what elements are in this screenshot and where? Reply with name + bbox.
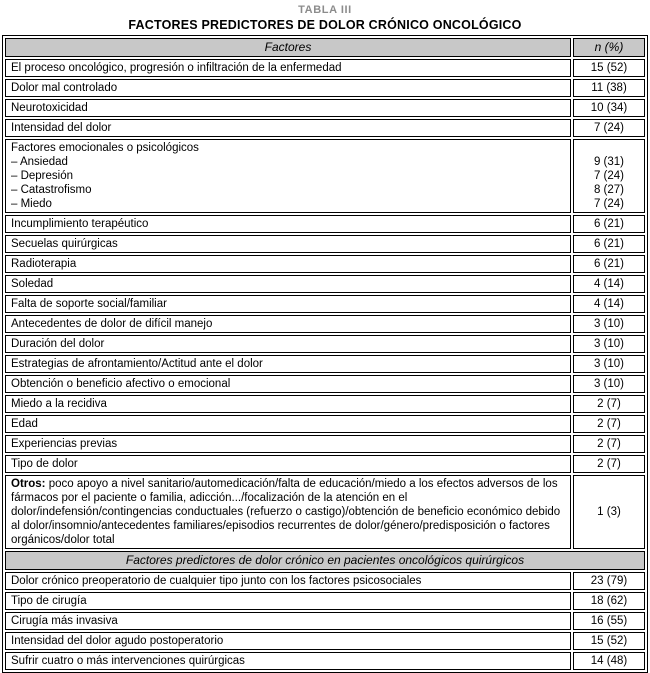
group-item: – Ansiedad xyxy=(11,156,68,168)
factor-cell: Falta de soporte social/familiar xyxy=(5,295,571,313)
factor-cell: Intensidad del dolor agudo postoperatorio xyxy=(5,632,571,650)
factor-cell: Estrategias de afrontamiento/Actitud ante el dolor xyxy=(5,355,571,373)
table-row xyxy=(5,79,645,97)
factor-cell: Tipo de dolor xyxy=(5,455,571,473)
table-row xyxy=(5,612,645,630)
factor-cell: Antecedentes de dolor de difícil manejo xyxy=(5,315,571,333)
group-item: – Miedo xyxy=(11,198,52,210)
group-value: 8 (27) xyxy=(593,184,625,196)
table-row xyxy=(5,275,645,293)
table-row xyxy=(5,395,645,413)
factors-table xyxy=(2,35,648,673)
group-label: Factores emocionales o psicológicos xyxy=(11,142,199,154)
table-row xyxy=(5,215,645,233)
factor-cell: Intensidad del dolor xyxy=(5,119,571,137)
factor-cell: Dolor crónico preoperatorio de cualquier tipo junto con los factores psicosociales xyxy=(5,572,571,590)
value-cell: 23 (79) xyxy=(573,572,645,590)
value-cell: 3 (10) xyxy=(573,375,645,393)
value-cell xyxy=(573,139,645,213)
factor-cell xyxy=(5,475,571,549)
value-cell: 2 (7) xyxy=(573,395,645,413)
factor-cell: Dolor mal controlado xyxy=(5,79,571,97)
value-cell: 15 (52) xyxy=(573,59,645,77)
otros-text: poco apoyo a nivel sanitario/automedicación/falta de educación/miedo a los efectos adversos de los fármacos por el paciente o familia, adicción.../focalización de la atención en el dolor/indefensión/contingencias conductuales (refuerzo o castigo)/obtención de beneficio económico debido al dolor/insomnio/antecedentes familiares/episodios recurrentes de dolor/género/predisposición o factores orgánicos/dolor total xyxy=(11,478,561,546)
table-number-title: TABLA III xyxy=(298,4,352,16)
group-value: 7 (24) xyxy=(593,170,625,182)
table-body xyxy=(5,59,645,670)
group-value: 7 (24) xyxy=(593,198,625,210)
table-row xyxy=(5,375,645,393)
table-row xyxy=(5,355,645,373)
group-value-spacer xyxy=(579,141,639,155)
value-cell: 6 (21) xyxy=(573,235,645,253)
value-cell: 3 (10) xyxy=(573,315,645,333)
factor-cell: Radioterapia xyxy=(5,255,571,273)
factor-cell: Cirugía más invasiva xyxy=(5,612,571,630)
value-cell: 3 (10) xyxy=(573,335,645,353)
table-row xyxy=(5,551,645,570)
otros-prefix: Otros: xyxy=(11,478,46,490)
table-header xyxy=(5,38,645,57)
value-cell: 15 (52) xyxy=(573,632,645,650)
table-row xyxy=(5,139,645,213)
table-row xyxy=(5,632,645,650)
table-row xyxy=(5,415,645,433)
factor-cell: El proceso oncológico, progresión o infiltración de la enfermedad xyxy=(5,59,571,77)
factor-cell: Miedo a la recidiva xyxy=(5,395,571,413)
header-row xyxy=(5,38,645,57)
value-cell: 16 (55) xyxy=(573,612,645,630)
factor-cell: Duración del dolor xyxy=(5,335,571,353)
value-cell: 6 (21) xyxy=(573,255,645,273)
value-cell: 18 (62) xyxy=(573,592,645,610)
group-value: 9 (31) xyxy=(593,156,625,168)
table-row xyxy=(5,235,645,253)
table-row xyxy=(5,455,645,473)
value-cell: 3 (10) xyxy=(573,355,645,373)
table-row xyxy=(5,592,645,610)
value-cell: 2 (7) xyxy=(573,435,645,453)
table-row xyxy=(5,295,645,313)
factor-cell xyxy=(5,139,571,213)
value-cell: 7 (24) xyxy=(573,119,645,137)
value-cell: 4 (14) xyxy=(573,295,645,313)
factor-cell: Tipo de cirugía xyxy=(5,592,571,610)
table-row xyxy=(5,475,645,549)
table-row xyxy=(5,335,645,353)
table-row xyxy=(5,255,645,273)
group-item: – Depresión xyxy=(11,170,74,182)
factor-cell: Sufrir cuatro o más intervenciones quirúrgicas xyxy=(5,652,571,670)
factor-cell: Experiencias previas xyxy=(5,435,571,453)
factor-cell: Edad xyxy=(5,415,571,433)
group-item: – Catastrofismo xyxy=(11,184,92,196)
table-row xyxy=(5,119,645,137)
table-row xyxy=(5,315,645,333)
factor-cell: Secuelas quirúrgicas xyxy=(5,235,571,253)
value-cell: 4 (14) xyxy=(573,275,645,293)
value-cell: 11 (38) xyxy=(573,79,645,97)
value-cell: 14 (48) xyxy=(573,652,645,670)
value-cell: 10 (34) xyxy=(573,99,645,117)
table-row xyxy=(5,99,645,117)
factor-cell: Soledad xyxy=(5,275,571,293)
value-cell: 2 (7) xyxy=(573,415,645,433)
factor-cell: Neurotoxicidad xyxy=(5,99,571,117)
table-row xyxy=(5,59,645,77)
page-title: FACTORES PREDICTORES DE DOLOR CRÓNICO ONCOLÓGICO xyxy=(128,18,522,32)
table-row xyxy=(5,652,645,670)
factor-cell: Obtención o beneficio afectivo o emocional xyxy=(5,375,571,393)
column-header-n: n (%) xyxy=(573,38,645,57)
value-cell: 1 (3) xyxy=(573,475,645,549)
column-header-factores: Factores xyxy=(5,38,571,57)
table-row xyxy=(5,572,645,590)
factor-cell: Incumplimiento terapéutico xyxy=(5,215,571,233)
table-row xyxy=(5,435,645,453)
value-cell: 6 (21) xyxy=(573,215,645,233)
section-subheader: Factores predictores de dolor crónico en pacientes oncológicos quirúrgicos xyxy=(5,551,645,570)
value-cell: 2 (7) xyxy=(573,455,645,473)
